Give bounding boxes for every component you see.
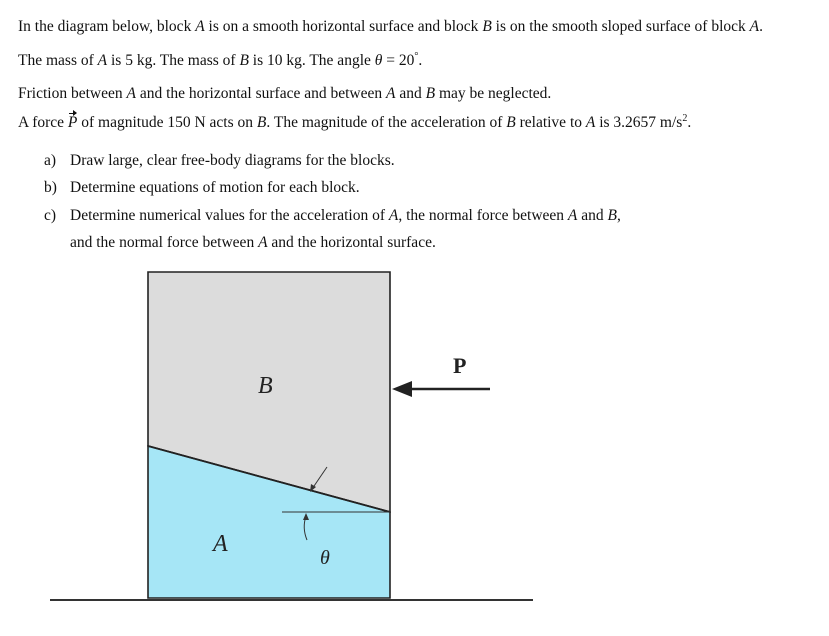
label-A: A [213, 531, 228, 557]
problem-line-1: In the diagram below, block A is on a smooth horizontal surface and block B is on the smooth sloped surface of block A. [18, 18, 763, 35]
task-label: a) [44, 152, 57, 169]
task-label: b) [44, 179, 57, 196]
task-text: Draw large, clear free-body diagrams for the blocks. [70, 152, 395, 169]
problem-line-2: The mass of A is 5 kg. The mass of B is 10 kg. The angle θ = 20°. [18, 51, 423, 69]
label-theta: θ [320, 547, 330, 569]
task-text: Determine numerical values for the acceleration of A, the normal force between A and B, [70, 207, 621, 224]
problem-line-4: A force P of magnitude 150 N acts on B. The magnitude of the acceleration of B relative to A is 3.2657 $m/s^2$. [18, 113, 692, 131]
label-B: B [258, 373, 273, 399]
label-P: P [453, 353, 467, 378]
force-P-arrowhead [392, 381, 412, 397]
task-label: c) [44, 207, 57, 224]
problem-line-3: Friction between A and the horizontal surface and between A and B may be neglected. [18, 85, 552, 102]
vector-P: P [67, 114, 78, 131]
task-text: Determine equations of motion for each block. [70, 179, 360, 196]
task-text: and the normal force between A and the horizontal surface. [70, 234, 436, 251]
